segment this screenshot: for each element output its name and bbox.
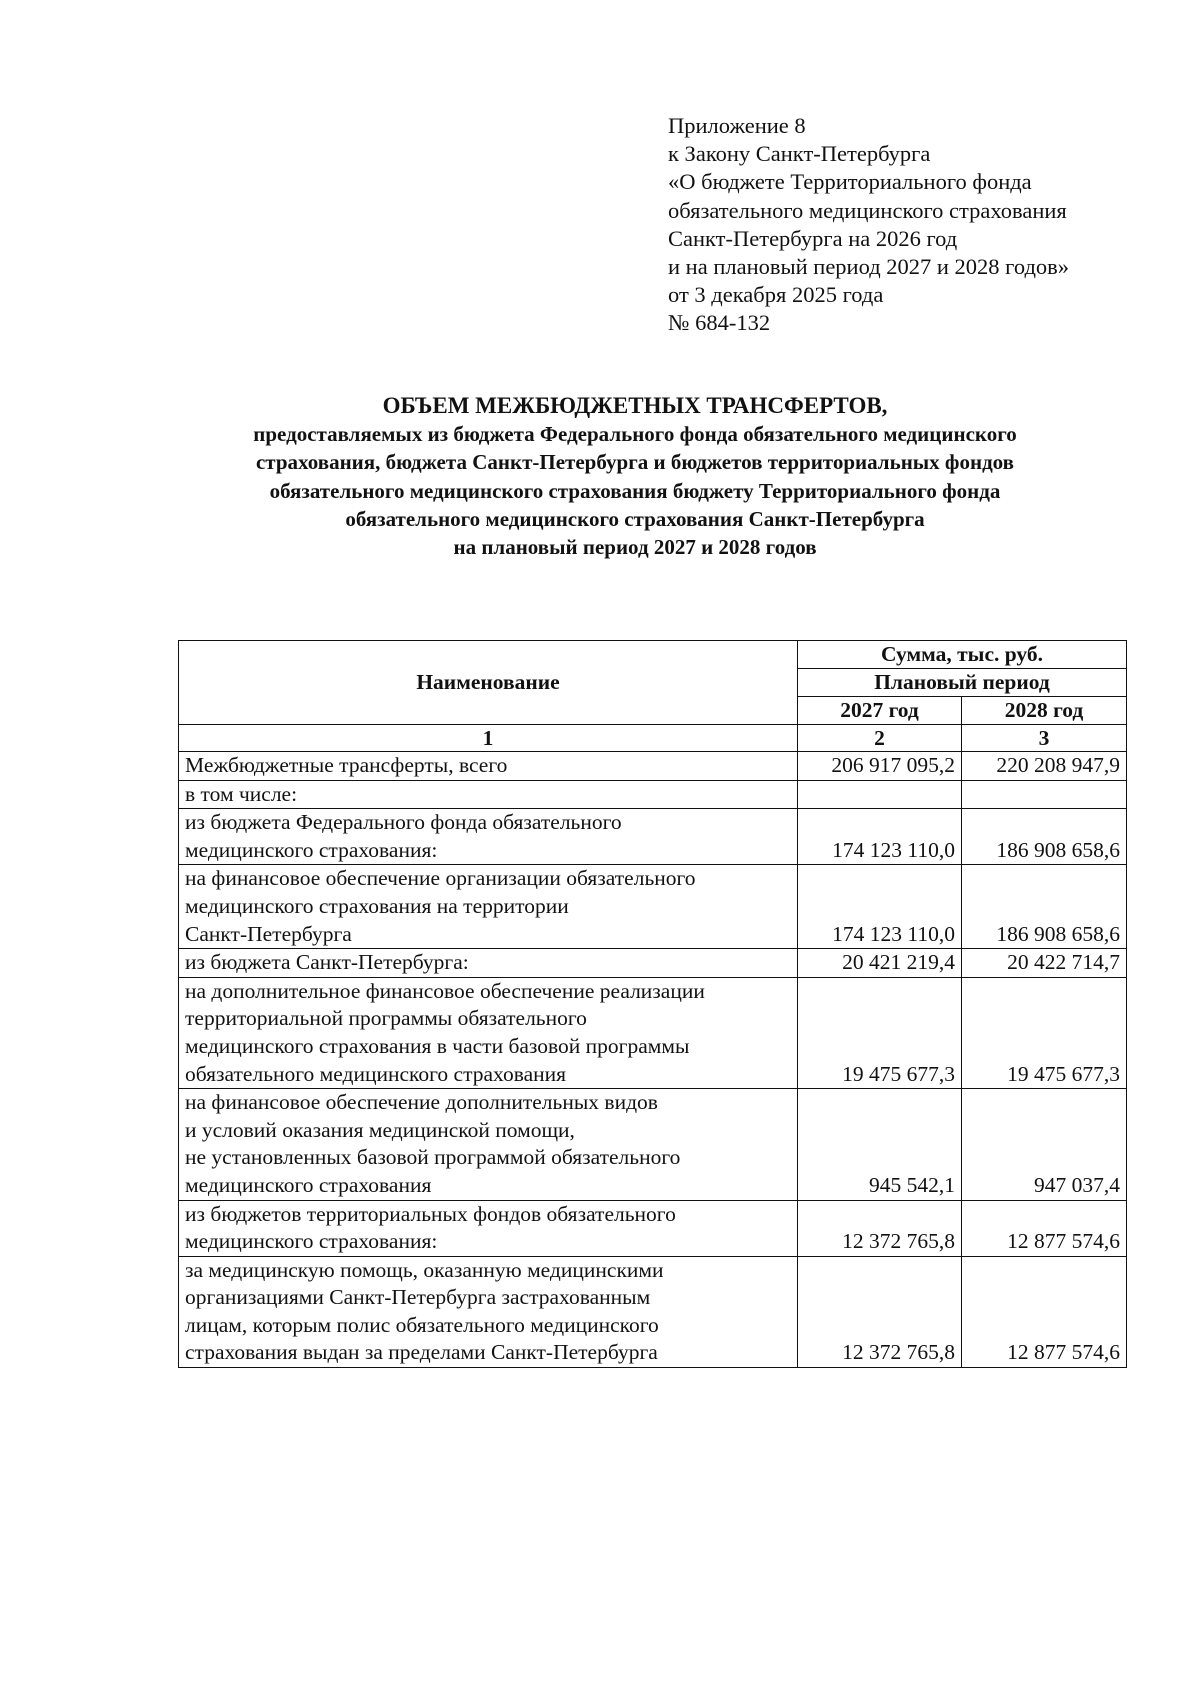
row-name-line: из бюджетов территориальных фондов обязательного [185, 1201, 676, 1226]
row-name-line: из бюджета Федерального фонда обязательного [185, 810, 622, 835]
column-number: 3 [962, 725, 1127, 752]
row-name-line: Межбюджетные трансферты, всего [185, 753, 508, 777]
table-row [179, 780, 1127, 809]
title-line: обязательного медицинского страхования Санкт-Петербурга [345, 506, 925, 531]
value-2027 [798, 780, 962, 809]
header-sum: Сумма, тыс. руб. [798, 641, 1127, 669]
row-name-line: лицам, которым полис обязательного медицинского [185, 1312, 659, 1337]
annex-line: от 3 декабря 2025 года [668, 282, 884, 308]
row-name [179, 949, 798, 978]
annex-block [668, 112, 1069, 338]
value-2028: 947 037,4 [962, 1089, 1127, 1200]
header-period: Плановый период [798, 669, 1127, 697]
row-name-line: медицинского страхования [185, 1172, 432, 1197]
table-row [179, 865, 1127, 949]
title-main: ОБЪЕМ МЕЖБЮДЖЕТНЫХ ТРАНСФЕРТОВ, [382, 393, 888, 418]
column-number: 2 [798, 725, 962, 752]
annex-line: к Закону Санкт-Петербурга [668, 141, 931, 167]
value-2028: 20 422 714,7 [962, 949, 1127, 978]
row-name-line: медицинского страхования на территории [185, 893, 569, 918]
value-2028: 19 475 677,3 [962, 977, 1127, 1088]
value-2027: 19 475 677,3 [798, 977, 962, 1088]
row-name-line: территориальной программы обязательного [185, 1006, 587, 1031]
row-name [179, 780, 798, 809]
row-name-line: организациями Санкт-Петербурга застрахованным [185, 1285, 651, 1310]
row-name [179, 865, 798, 949]
row-name-line: из бюджета Санкт-Петербурга: [185, 950, 469, 975]
title-line: страхования, бюджета Санкт-Петербурга и бюджетов территориальных фондов [255, 450, 1015, 475]
row-name [179, 809, 798, 865]
value-2028: 12 877 574,6 [962, 1200, 1127, 1256]
value-2027: 206 917 095,2 [798, 752, 962, 781]
table-header [179, 641, 1127, 752]
row-name-line: на дополнительное финансовое обеспечение реализации [185, 978, 705, 1003]
annex-line: и на плановый период 2027 и 2028 годов» [668, 254, 1070, 280]
value-2028: 186 908 658,6 [962, 809, 1127, 865]
title-line: на плановый период 2027 и 2028 годов [453, 535, 817, 560]
row-name [179, 977, 798, 1088]
value-2028: 12 877 574,6 [962, 1256, 1127, 1367]
row-name [179, 1256, 798, 1367]
table-row [179, 809, 1127, 865]
row-name-line: страхования выдан за пределами Санкт-Петербурга [185, 1340, 658, 1365]
table-row [179, 949, 1127, 978]
value-2027: 945 542,1 [798, 1089, 962, 1200]
table-row [179, 1200, 1127, 1256]
value-2028: 186 908 658,6 [962, 865, 1127, 949]
annex-line: Приложение 8 [668, 113, 806, 138]
header-name: Наименование [179, 641, 798, 725]
value-2028: 220 208 947,9 [962, 752, 1127, 781]
title-line: предоставляемых из бюджета Федерального фонда обязательного медицинского [253, 422, 1017, 446]
row-name-line: и условий оказания медицинской помощи, [185, 1117, 575, 1142]
value-2027: 174 123 110,0 [798, 809, 962, 865]
value-2027: 20 421 219,4 [798, 949, 962, 978]
row-name [179, 1089, 798, 1200]
table-row [179, 1089, 1127, 1200]
header-year-2027: 2027 год [798, 697, 962, 725]
column-number: 1 [179, 725, 798, 752]
table-row [179, 1256, 1127, 1367]
header-year-2028: 2028 год [962, 697, 1127, 725]
row-name-line: на финансовое обеспечение дополнительных видов [185, 1090, 658, 1115]
row-name-line: Санкт-Петербурга [185, 921, 352, 946]
table-row [179, 977, 1127, 1088]
row-name-line: медицинского страхования: [185, 837, 438, 862]
document-title [170, 392, 1100, 561]
row-name-line: медицинского страхования в части базовой программы [185, 1033, 690, 1058]
table-row [179, 752, 1127, 781]
annex-line: обязательного медицинского страхования [668, 197, 1067, 223]
value-2027: 12 372 765,8 [798, 1256, 962, 1367]
row-name-line: не установленных базовой программой обязательного [185, 1145, 681, 1170]
value-2027: 174 123 110,0 [798, 865, 962, 949]
value-2027: 12 372 765,8 [798, 1200, 962, 1256]
row-name [179, 1200, 798, 1256]
annex-line: Санкт-Петербурга на 2026 год [668, 225, 958, 251]
title-line: обязательного медицинского страхования бюджету Территориального фонда [269, 478, 1001, 503]
row-name-line: за медицинскую помощь, оказанную медицинскими [185, 1257, 664, 1282]
table-body [179, 752, 1127, 1368]
value-2028 [962, 780, 1127, 809]
row-name-line: в том числе: [185, 781, 298, 806]
row-name [179, 752, 798, 781]
transfers-table [178, 640, 1127, 1368]
row-name-line: на финансовое обеспечение организации обязательного [185, 866, 696, 891]
annex-line: «О бюджете Территориального фонда [668, 169, 1032, 195]
annex-line-number: № 684-132 [668, 310, 771, 336]
row-name-line: медицинского страхования: [185, 1229, 438, 1254]
row-name-line: обязательного медицинского страхования [185, 1061, 567, 1086]
